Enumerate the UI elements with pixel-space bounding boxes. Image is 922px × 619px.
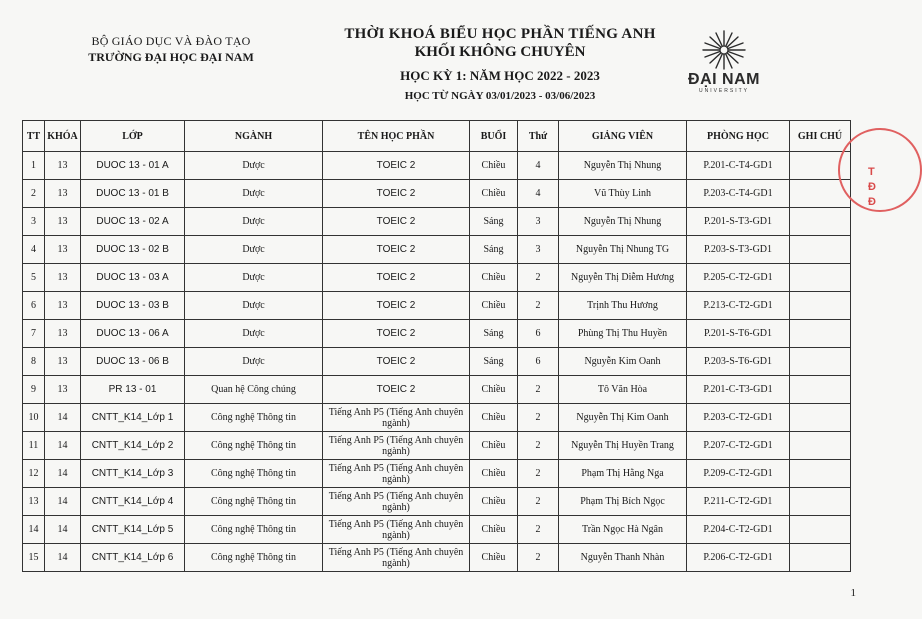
lecturer-cell: Vũ Thùy Linh [559,180,687,208]
table-header-row [23,121,851,152]
weekday-cell: 2 [518,404,559,432]
official-stamp [838,128,922,212]
class-cell: CNTT_K14_Lớp 6 [81,544,185,572]
stamp-letter: T [868,166,875,178]
table-row [23,264,851,292]
row-number-cell: 9 [23,376,45,404]
lecturer-cell: Phạm Thị Bích Ngọc [559,488,687,516]
star-burst-icon [701,30,747,70]
table-row [23,320,851,348]
table-row [23,376,851,404]
note-cell [790,432,851,460]
lecturer-cell: Trịnh Thu Hương [559,292,687,320]
logo-name: ĐẠI NAM [688,71,760,88]
session-cell: Chiều [470,152,518,180]
table-row [23,236,851,264]
note-cell [790,376,851,404]
class-cell: CNTT_K14_Lớp 2 [81,432,185,460]
major-cell: Công nghệ Thông tin [185,544,323,572]
major-cell: Công nghệ Thông tin [185,432,323,460]
table-body [23,152,851,572]
table-row [23,404,851,432]
row-number-cell: 15 [23,544,45,572]
cohort-cell: 14 [45,544,81,572]
session-cell: Chiều [470,460,518,488]
weekday-cell: 2 [518,516,559,544]
weekday-cell: 6 [518,320,559,348]
weekday-cell: 3 [518,208,559,236]
session-cell: Chiều [470,516,518,544]
lecturer-cell: Nguyễn Thị Nhung [559,208,687,236]
lecturer-cell: Nguyễn Thị Nhung [559,152,687,180]
cohort-cell: 13 [45,208,81,236]
cohort-cell: 14 [45,404,81,432]
row-number-cell: 13 [23,488,45,516]
class-cell: DUOC 13 - 03 B [81,292,185,320]
document-title: THỜI KHOÁ BIỂU HỌC PHẦN TIẾNG ANH [344,26,656,42]
table-row [23,348,851,376]
logo-subtitle: UNIVERSITY [698,88,749,94]
row-number-cell: 10 [23,404,45,432]
session-cell: Sáng [470,208,518,236]
course-cell: Tiếng Anh P5 (Tiếng Anh chuyên ngành) [323,516,470,544]
weekday-cell: 2 [518,488,559,516]
course-cell: TOEIC 2 [323,320,470,348]
major-cell: Dược [185,292,323,320]
column-header: LỚP [81,121,185,152]
table-row [23,544,851,572]
class-cell: CNTT_K14_Lớp 4 [81,488,185,516]
course-cell: TOEIC 2 [323,348,470,376]
course-cell: TOEIC 2 [323,264,470,292]
major-cell: Dược [185,236,323,264]
university-logo [686,30,762,94]
row-number-cell: 6 [23,292,45,320]
note-cell [790,208,851,236]
cohort-cell: 13 [45,264,81,292]
table-row [23,208,851,236]
table-row [23,460,851,488]
row-number-cell: 2 [23,180,45,208]
class-cell: DUOC 13 - 02 A [81,208,185,236]
table-row [23,516,851,544]
weekday-cell: 6 [518,348,559,376]
major-cell: Quan hệ Công chúng [185,376,323,404]
class-cell: CNTT_K14_Lớp 1 [81,404,185,432]
note-cell [790,488,851,516]
lecturer-cell: Tô Văn Hòa [559,376,687,404]
row-number-cell: 8 [23,348,45,376]
room-cell: P.203-S-T6-GD1 [687,348,790,376]
column-header: GIẢNG VIÊN [559,121,687,152]
session-cell: Chiều [470,488,518,516]
column-header: NGÀNH [185,121,323,152]
document-header [330,26,670,102]
room-cell: P.204-C-T2-GD1 [687,516,790,544]
class-cell: DUOC 13 - 06 A [81,320,185,348]
cohort-cell: 14 [45,488,81,516]
lecturer-cell: Nguyễn Thị Diễm Hương [559,264,687,292]
table-row [23,152,851,180]
table-row [23,292,851,320]
session-cell: Sáng [470,348,518,376]
session-cell: Sáng [470,236,518,264]
note-cell [790,320,851,348]
class-cell: CNTT_K14_Lớp 3 [81,460,185,488]
cohort-cell: 13 [45,348,81,376]
note-cell [790,292,851,320]
note-cell [790,404,851,432]
row-number-cell: 11 [23,432,45,460]
class-cell: DUOC 13 - 06 B [81,348,185,376]
class-cell: DUOC 13 - 01 B [81,180,185,208]
weekday-cell: 3 [518,236,559,264]
page-number: 1 [850,587,856,599]
weekday-cell: 2 [518,432,559,460]
cohort-cell: 13 [45,152,81,180]
room-cell: P.201-S-T3-GD1 [687,208,790,236]
major-cell: Dược [185,348,323,376]
class-cell: DUOC 13 - 03 A [81,264,185,292]
row-number-cell: 3 [23,208,45,236]
row-number-cell: 14 [23,516,45,544]
lecturer-cell: Trần Ngọc Hà Ngân [559,516,687,544]
major-cell: Công nghệ Thông tin [185,404,323,432]
course-cell: TOEIC 2 [323,208,470,236]
ministry-name: BỘ GIÁO DỤC VÀ ĐÀO TẠO [91,34,251,48]
row-number-cell: 1 [23,152,45,180]
class-cell: PR 13 - 01 [81,376,185,404]
lecturer-cell: Nguyễn Thị Nhung TG [559,236,687,264]
row-number-cell: 7 [23,320,45,348]
weekday-cell: 4 [518,180,559,208]
major-cell: Công nghệ Thông tin [185,488,323,516]
lecturer-cell: Phạm Thị Hằng Nga [559,460,687,488]
session-cell: Sáng [470,320,518,348]
course-cell: Tiếng Anh P5 (Tiếng Anh chuyên ngành) [323,488,470,516]
course-cell: TOEIC 2 [323,236,470,264]
column-header: TÊN HỌC PHẦN [323,121,470,152]
stamp-letter: Đ [868,196,876,208]
weekday-cell: 2 [518,292,559,320]
table-row [23,488,851,516]
room-cell: P.201-C-T4-GD1 [687,152,790,180]
major-cell: Dược [185,152,323,180]
note-cell [790,516,851,544]
major-cell: Dược [185,180,323,208]
session-cell: Chiều [470,404,518,432]
cohort-cell: 14 [45,516,81,544]
room-cell: P.201-S-T6-GD1 [687,320,790,348]
schedule-table [22,120,851,572]
lecturer-cell: Nguyễn Kim Oanh [559,348,687,376]
column-header: KHÓA [45,121,81,152]
note-cell [790,460,851,488]
note-cell [790,236,851,264]
lecturer-cell: Nguyễn Thị Huyền Trang [559,432,687,460]
note-cell [790,264,851,292]
room-cell: P.203-C-T4-GD1 [687,180,790,208]
university-name: TRƯỜNG ĐẠI HỌC ĐẠI NAM [88,50,254,64]
room-cell: P.211-C-T2-GD1 [687,488,790,516]
room-cell: P.213-C-T2-GD1 [687,292,790,320]
course-cell: TOEIC 2 [323,180,470,208]
room-cell: P.201-C-T3-GD1 [687,376,790,404]
room-cell: P.209-C-T2-GD1 [687,460,790,488]
course-cell: Tiếng Anh P5 (Tiếng Anh chuyên ngành) [323,404,470,432]
semester-label: HỌC KỲ 1: NĂM HỌC 2022 - 2023 [400,68,600,83]
row-number-cell: 12 [23,460,45,488]
lecturer-cell: Nguyễn Thanh Nhàn [559,544,687,572]
room-cell: P.207-C-T2-GD1 [687,432,790,460]
room-cell: P.203-C-T2-GD1 [687,404,790,432]
major-cell: Dược [185,208,323,236]
class-cell: CNTT_K14_Lớp 5 [81,516,185,544]
weekday-cell: 2 [518,264,559,292]
table-row [23,432,851,460]
session-cell: Chiều [470,292,518,320]
weekday-cell: 2 [518,376,559,404]
cohort-cell: 13 [45,180,81,208]
cohort-cell: 14 [45,432,81,460]
column-header: BUỔI [470,121,518,152]
major-cell: Dược [185,264,323,292]
course-cell: TOEIC 2 [323,152,470,180]
cohort-cell: 13 [45,320,81,348]
weekday-cell: 4 [518,152,559,180]
course-cell: TOEIC 2 [323,292,470,320]
course-cell: Tiếng Anh P5 (Tiếng Anh chuyên ngành) [323,544,470,572]
row-number-cell: 4 [23,236,45,264]
session-cell: Chiều [470,544,518,572]
note-cell [790,544,851,572]
room-cell: P.205-C-T2-GD1 [687,264,790,292]
class-cell: DUOC 13 - 01 A [81,152,185,180]
cohort-cell: 13 [45,292,81,320]
column-header: TT [23,121,45,152]
column-header: GHI CHÚ [790,121,851,152]
cohort-cell: 13 [45,376,81,404]
cohort-cell: 14 [45,460,81,488]
column-header: Thứ [518,121,559,152]
weekday-cell: 2 [518,460,559,488]
course-cell: Tiếng Anh P5 (Tiếng Anh chuyên ngành) [323,432,470,460]
date-range-label: HỌC TỪ NGÀY 03/01/2023 - 03/06/2023 [404,90,596,102]
course-cell: TOEIC 2 [323,376,470,404]
lecturer-cell: Phùng Thị Thu Huyền [559,320,687,348]
course-cell: Tiếng Anh P5 (Tiếng Anh chuyên ngành) [323,460,470,488]
table-row [23,180,851,208]
major-cell: Công nghệ Thông tin [185,516,323,544]
weekday-cell: 2 [518,544,559,572]
class-cell: DUOC 13 - 02 B [81,236,185,264]
major-cell: Dược [185,320,323,348]
session-cell: Chiều [470,376,518,404]
room-cell: P.203-S-T3-GD1 [687,236,790,264]
left-header [86,34,256,65]
session-cell: Chiều [470,264,518,292]
stamp-letter: Đ [868,181,876,193]
cohort-cell: 13 [45,236,81,264]
major-cell: Công nghệ Thông tin [185,460,323,488]
row-number-cell: 5 [23,264,45,292]
column-header: PHÒNG HỌC [687,121,790,152]
session-cell: Chiều [470,432,518,460]
room-cell: P.206-C-T2-GD1 [687,544,790,572]
note-cell [790,348,851,376]
session-cell: Chiều [470,180,518,208]
document-subtitle: KHỐI KHÔNG CHUYÊN [414,44,586,60]
lecturer-cell: Nguyễn Thị Kim Oanh [559,404,687,432]
